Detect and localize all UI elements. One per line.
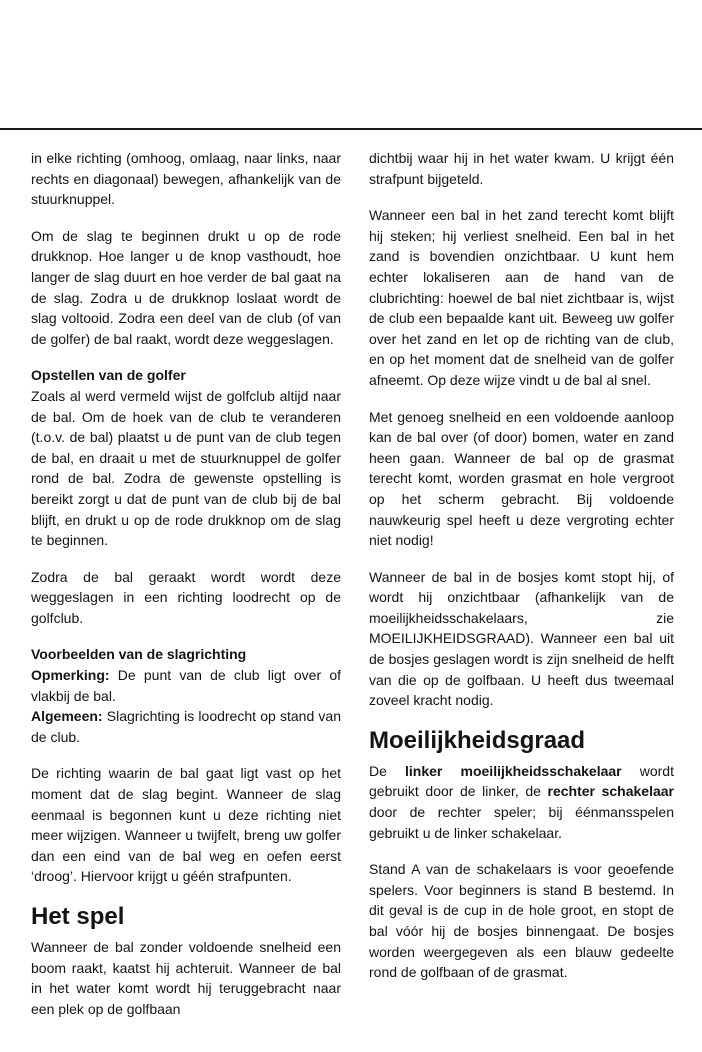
heading-golfer-setup: Opstellen van de golfer bbox=[31, 367, 186, 384]
paragraph-note bbox=[31, 665, 341, 706]
header-rule bbox=[0, 128, 702, 130]
switch-left-label: linker moeilijkheidsschakelaar bbox=[405, 762, 622, 779]
right-column bbox=[369, 148, 674, 999]
paragraph-golfer-setup: Zoals al werd vermeld wijst de golfclub altijd naar de bal. Om de hoek van de club te veranderen (t.o.v. de bal) plaatst u de punt van de club tegen de bal, en draait u met de stuurknuppel de golfer rond de bal. Zodra de gewenste opstelling is bereikt zorgt u dat de punt van de club bij de bal blijft, en drukt u op de rode drukknop om de slag te beginnen. bbox=[31, 387, 341, 549]
paragraph-joystick-directions: in elke richting (omhoog, omlaag, naar links, naar rechts en diagonaal) bewegen, afhankelijk van de stuurknuppel. bbox=[31, 150, 341, 208]
general-label: Algemeen: bbox=[31, 708, 103, 725]
paragraph-obstacles: Met genoeg snelheid en een voldoende aanloop kan de bal over (of door) bomen, water en zand heen gaan. Wanneer de bal op de grasmat terecht komt, worden grasmat en hole vergroot op het scherm gebracht. Bij voldoende nauwkeurig spel heeft u deze vergroting echter niet nodig! bbox=[369, 408, 674, 549]
paragraph-start-stroke: Om de slag te beginnen drukt u op de rode drukknop. Hoe langer u de knop vasthoudt, hoe langer de slag duurt en hoe verder de bal gaat na de slag. Zodra u de drukknop loslaat wordt de slag voltooid. Zodra een deel van de club (of van de golfer) de bal raakt, wordt deze weggeslagen. bbox=[31, 227, 341, 347]
paragraph-bushes: Wanneer de bal in de bosjes komt stopt hij, of wordt hij onzichtbaar (afhankelijk van de moeilijkheidsschakelaars, zie MOEILIJKHEIDSGRAAD). Wanneer een bal uit de bosjes geslagen wordt is zijn snelheid de helft van die op de golfbaan. U heeft dus tweemaal zoveel kracht nodig. bbox=[369, 568, 674, 709]
paragraph-water-penalty: dichtbij waar hij in het water kwam. U krijgt één strafpunt bijgeteld. bbox=[369, 150, 674, 187]
paragraph-difficulty-switches bbox=[369, 761, 674, 843]
section-title-difficulty: Moeilijkheidsgraad bbox=[369, 726, 586, 754]
heading-stroke-examples: Voorbeelden van de slagrichting bbox=[31, 646, 247, 663]
paragraph-sand: Wanneer een bal in het zand terecht komt blijft hij steken; hij verliest snelheid. Een bal in het zand is bovendien onzichtbaar. U kunt hem echter lokaliseren aan de hand van de clubrichting: hoewel de bal niet zichtbaar is, wijst de club een bepaalde kant uit. Beweeg uw golfer over het zand en let op de richting van de club, en op het moment dat de snelheid van de golfer afneemt. Op deze wijze vindt u de bal al snel. bbox=[369, 207, 674, 388]
note-text: De punt van de club ligt over of vlakbij de bal. bbox=[31, 667, 341, 704]
switch-text-a: De bbox=[369, 762, 406, 779]
paragraph-general bbox=[31, 706, 341, 747]
note-label: Opmerking: bbox=[31, 667, 110, 684]
paragraph-stroke-fixed: De richting waarin de bal gaat ligt vast op het moment dat de slag begint. Wanneer de slag eenmaal is begonnen kunt u deze richting niet meer wijzigen. Wanneer u twijfelt, breng uw golfer dan een eind van de bal weg en oefen eerst ‘droog’. Hiervoor krijgt u géén strafpunten. bbox=[31, 765, 341, 885]
switch-text-e: door de rechter speler; bij éénmansspelen gebruikt u de linker schakelaar. bbox=[369, 804, 674, 841]
paragraph-tree-water: Wanneer de bal zonder voldoende snelheid een boom raakt, kaatst hij achteruit. Wanneer de bal in het water komt wordt hij teruggebracht naar een plek op de golfbaan bbox=[31, 939, 341, 1017]
paragraph-switch-positions: Stand A van de schakelaars is voor geoefende spelers. Voor beginners is stand B bestemd. In dit geval is de cup in de hole groot, en stopt de bal vóór hij de bosjes binnengaat. De bosjes worden weergegeven als een blauw gedeelte rond de golfbaan of de grasmat. bbox=[369, 861, 674, 981]
section-title-game: Het spel bbox=[31, 903, 125, 930]
left-column bbox=[31, 148, 341, 1035]
switch-right-label: rechter schakelaar bbox=[547, 783, 674, 800]
switch-text-c: wordt gebruikt door de linker, de bbox=[369, 762, 674, 800]
general-text: Slagrichting is loodrecht op stand van de club. bbox=[31, 708, 341, 745]
paragraph-ball-direction: Zodra de bal geraakt wordt wordt deze weggeslagen in een richting loodrecht op de golfclub. bbox=[31, 568, 341, 626]
